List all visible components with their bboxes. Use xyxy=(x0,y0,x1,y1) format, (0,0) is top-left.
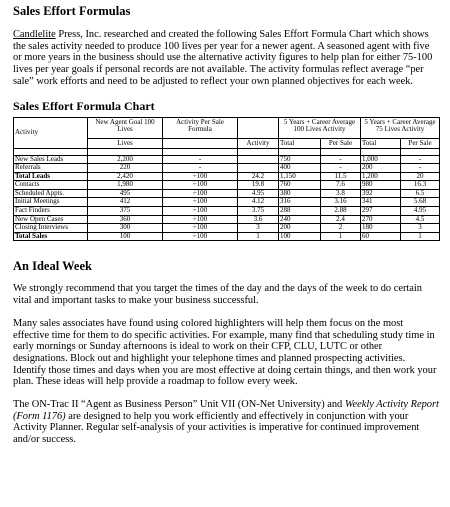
total-100-cell: 240 xyxy=(279,215,321,224)
goal-cell: 412 xyxy=(88,198,163,207)
per-sale-75-cell: 6.5 xyxy=(401,189,440,198)
table-row xyxy=(14,181,440,190)
total-75-cell: 980 xyxy=(361,181,401,190)
total-100-cell: 380 xyxy=(279,189,321,198)
goal-cell: 220 xyxy=(88,164,163,173)
total-100-cell: 288 xyxy=(279,207,321,216)
total-100-cell: 750 xyxy=(279,155,321,164)
formula-cell: ÷100 xyxy=(163,172,238,181)
table-body xyxy=(14,155,440,241)
table-row xyxy=(14,189,440,198)
per-activity-cell: 4.95 xyxy=(238,189,279,198)
sub-header-activity: Activity xyxy=(238,138,279,148)
activity-cell: New Open Cases xyxy=(14,215,88,224)
activity-cell: Total Leads xyxy=(14,172,88,181)
activity-cell: Contacts xyxy=(14,181,88,190)
formula-cell: - xyxy=(163,164,238,173)
table-row xyxy=(14,232,440,241)
formula-cell: ÷100 xyxy=(163,189,238,198)
per-activity-cell: 19.8 xyxy=(238,181,279,190)
table-row xyxy=(14,164,440,173)
sub-header-per-sale-100: Per Sale xyxy=(321,138,361,148)
goal-cell: 495 xyxy=(88,189,163,198)
per-activity-cell: 3.6 xyxy=(238,215,279,224)
on-trac-text-a: The ON-Trac II “Agent as Business Person” Unit VII (ON-Net University) and xyxy=(13,399,345,411)
goal-cell: 360 xyxy=(88,215,163,224)
total-75-cell: 200 xyxy=(361,164,401,173)
goal-cell: 2,200 xyxy=(88,155,163,164)
chart-heading: Sales Effort Formula Chart xyxy=(13,98,155,113)
total-100-cell: 400 xyxy=(279,164,321,173)
sales-effort-table xyxy=(13,117,440,242)
per-sale-100-cell: 3.8 xyxy=(321,189,361,198)
per-sale-100-cell: 7.6 xyxy=(321,181,361,190)
spacer-cell xyxy=(163,148,238,155)
activity-cell: Initial Meetings xyxy=(14,198,88,207)
total-75-cell: 341 xyxy=(361,198,401,207)
per-sale-75-cell: 4.5 xyxy=(401,215,440,224)
per-sale-75-cell: 4.95 xyxy=(401,207,440,216)
intro-paragraph xyxy=(13,29,439,88)
per-sale-100-cell: 2 xyxy=(321,224,361,233)
activity-cell: Fact Finders xyxy=(14,207,88,216)
spacer-cell xyxy=(401,148,440,155)
table-row xyxy=(14,215,440,224)
spacer-cell xyxy=(321,148,361,155)
total-75-cell: 1,200 xyxy=(361,172,401,181)
per-sale-75-cell: 3 xyxy=(401,224,440,233)
activity-cell: Referrals xyxy=(14,164,88,173)
on-trac-text-b: are designed to help you work efficiently and effectively in conjunction with your Activity Planner. Regular self-analysis of your activities is imperative for continued improvement and/or success. xyxy=(13,410,420,446)
per-sale-100-cell: 2.4 xyxy=(321,215,361,224)
sub-header-lives: Lives xyxy=(88,138,163,148)
table-row xyxy=(14,155,440,164)
total-75-cell: 180 xyxy=(361,224,401,233)
spacer-cell xyxy=(14,148,88,155)
sub-header-total-75: Total xyxy=(361,138,401,148)
formula-cell: ÷100 xyxy=(163,232,238,241)
header-activity-formula: Activity Per Sale Formula xyxy=(163,117,238,138)
goal-cell: 1,980 xyxy=(88,181,163,190)
table-row xyxy=(14,172,440,181)
goal-cell: 100 xyxy=(88,232,163,241)
per-sale-75-cell: - xyxy=(401,155,440,164)
sub-header-total-100: Total xyxy=(279,138,321,148)
formula-cell: - xyxy=(163,155,238,164)
header-100-lives: 5 Years + Career Average 100 Lives Activity xyxy=(279,117,361,138)
per-sale-100-cell: 3.16 xyxy=(321,198,361,207)
per-sale-100-cell: 1 xyxy=(321,232,361,241)
per-sale-75-cell: - xyxy=(401,164,440,173)
per-sale-75-cell: 16.3 xyxy=(401,181,440,190)
document-page xyxy=(13,4,439,446)
per-activity-cell xyxy=(238,164,279,173)
formula-cell: ÷100 xyxy=(163,224,238,233)
spacer-cell xyxy=(88,148,163,155)
per-sale-75-cell: 1 xyxy=(401,232,440,241)
per-sale-75-cell: 5.68 xyxy=(401,198,440,207)
per-activity-cell: 4.12 xyxy=(238,198,279,207)
total-100-cell: 100 xyxy=(279,232,321,241)
table-row xyxy=(14,207,440,216)
total-75-cell: 1,000 xyxy=(361,155,401,164)
spacer-cell xyxy=(361,148,401,155)
per-activity-cell: 3 xyxy=(238,224,279,233)
table-row xyxy=(14,224,440,233)
per-sale-100-cell: - xyxy=(321,155,361,164)
per-sale-100-cell: - xyxy=(321,164,361,173)
total-75-cell: 297 xyxy=(361,207,401,216)
activity-cell: Total Sales xyxy=(14,232,88,241)
per-activity-cell: 24.2 xyxy=(238,172,279,181)
formula-cell: ÷100 xyxy=(163,215,238,224)
ideal-week-heading: An Ideal Week xyxy=(13,259,92,274)
per-activity-cell xyxy=(238,155,279,164)
formula-cell: ÷100 xyxy=(163,207,238,216)
sub-header-per-sale-75: Per Sale xyxy=(401,138,440,148)
header-new-agent-goal: New Agent Goal 100 Lives xyxy=(88,117,163,138)
per-sale-100-cell: 11.5 xyxy=(321,172,361,181)
formula-cell: ÷100 xyxy=(163,198,238,207)
per-activity-cell: 1 xyxy=(238,232,279,241)
goal-cell: 300 xyxy=(88,224,163,233)
total-75-cell: 60 xyxy=(361,232,401,241)
table-row xyxy=(14,198,440,207)
page-title: Sales Effort Formulas xyxy=(13,4,131,18)
header-activity: Activity xyxy=(14,117,88,148)
sub-header-blank xyxy=(163,138,238,148)
total-100-cell: 760 xyxy=(279,181,321,190)
header-75-lives: 5 Years + Career Average 75 Lives Activity xyxy=(361,117,440,138)
paragraph-target-times: We strongly recommend that you target the times of the day and the days of the week to do certain vital and important tasks to make your business successful. xyxy=(13,283,422,307)
activity-cell: New Sales Leads xyxy=(14,155,88,164)
activity-cell: Scheduled Appts. xyxy=(14,189,88,198)
spacer-cell xyxy=(238,148,279,155)
per-sale-100-cell: 2.88 xyxy=(321,207,361,216)
header-blank xyxy=(238,117,279,138)
per-activity-cell: 3.75 xyxy=(238,207,279,216)
weekly-activity-report-title: Weekly Activity Report (Form 1176) xyxy=(13,399,439,422)
total-100-cell: 200 xyxy=(279,224,321,233)
paragraph-highlighters: Many sales associates have found using colored highlighters will help them focus on the most effective time for them to do specific activities. For example, many find that scheduling study time in early mornings or Sunday afternoons is ideal to work on their CFP, CLU, LUTC or other designations. Block out and highlight your telephone times and planned prospecting activities. Identify those times and days when you are most effective at doing certain things, and then work your plan. These ideas will help provide a roadmap to follow every week. xyxy=(13,317,437,388)
goal-cell: 375 xyxy=(88,207,163,216)
paragraph-on-trac xyxy=(13,399,439,446)
intro-text: Press, Inc. researched and created the following Sales Effort Formula Chart which shows the sales activity needed to produce 100 lives per year for a newer agent. A seasoned agent with five or more years in the business should use the alternative activity figures to help plan for either 75-100 lives per year goals if personal records are not available. The activity formulas reflect average “per sale” work efforts and need to be adjusted to reflect your own planned objectives for each week. xyxy=(13,29,433,87)
company-name: Candlelite xyxy=(13,29,56,40)
formula-cell: ÷100 xyxy=(163,181,238,190)
total-100-cell: 316 xyxy=(279,198,321,207)
spacer-cell xyxy=(279,148,321,155)
goal-cell: 2,420 xyxy=(88,172,163,181)
per-sale-75-cell: 20 xyxy=(401,172,440,181)
activity-cell: Closing Interviews xyxy=(14,224,88,233)
total-100-cell: 1,150 xyxy=(279,172,321,181)
total-75-cell: 392 xyxy=(361,189,401,198)
total-75-cell: 270 xyxy=(361,215,401,224)
